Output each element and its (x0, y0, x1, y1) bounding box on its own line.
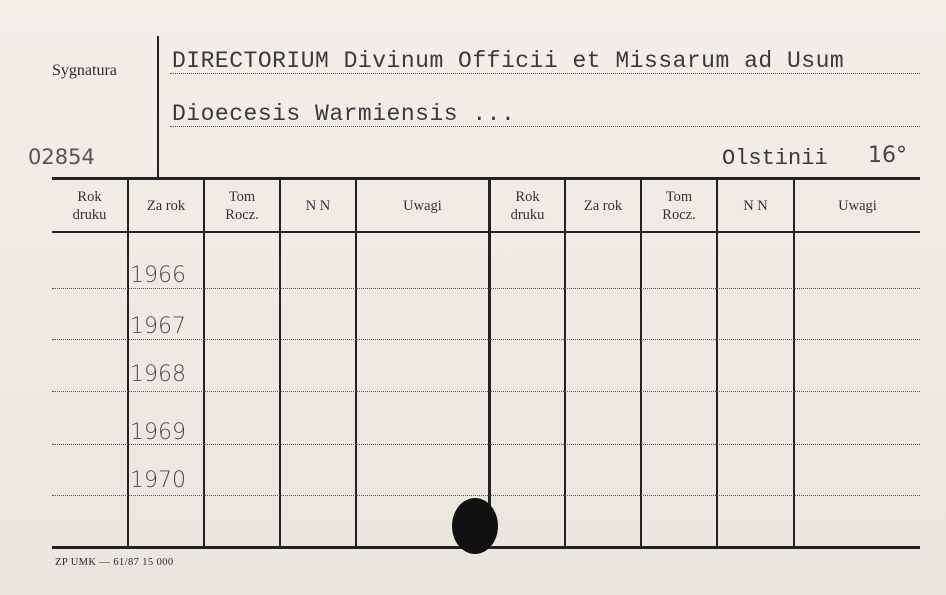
format-size: 16° (868, 143, 907, 168)
column-divider (793, 180, 795, 547)
year-entry: 1970 (130, 468, 186, 493)
column-divider (279, 180, 281, 547)
row-rule (52, 391, 920, 392)
column-divider (716, 180, 718, 547)
header-uwagi: Uwagi (838, 198, 877, 214)
title-line-1: DIRECTORIUM Divinum Officii et Missarum ad Usum (172, 48, 845, 74)
header-bottom-rule (52, 231, 920, 233)
header-rok-druku (491, 188, 564, 224)
column-divider (127, 180, 129, 547)
header-nn: N N (305, 198, 331, 214)
column-divider (640, 180, 642, 547)
year-entry: 1969 (130, 420, 186, 445)
header-tom-rocz (205, 188, 279, 224)
place-of-publication: Olstinii (722, 146, 828, 171)
row-rule (52, 339, 920, 340)
header-text: druku (72, 207, 107, 223)
header-text: Rocz. (662, 207, 696, 223)
table-top-rule (52, 177, 920, 180)
year-entry: 1967 (130, 314, 186, 339)
signature-label: Sygnatura (52, 62, 117, 79)
header-za-rok: Za rok (583, 198, 623, 214)
row-rule (52, 288, 920, 289)
header-nn: N N (743, 198, 768, 214)
header-rok-druku (52, 188, 127, 224)
header-text: Rok (77, 189, 102, 205)
column-divider (203, 180, 205, 547)
header-za-rok: Za rok (146, 198, 186, 214)
column-divider (564, 180, 566, 547)
year-entry: 1966 (130, 263, 186, 288)
header-text: Tom (228, 189, 256, 205)
header-text: Tom (665, 189, 693, 205)
header-uwagi: Uwagi (403, 198, 442, 214)
header-text: druku (510, 207, 545, 223)
column-divider (488, 180, 491, 547)
header-text: Rok (515, 189, 540, 205)
call-number: 02854 (28, 145, 95, 169)
dotted-rule (170, 73, 920, 74)
dotted-rule (170, 126, 920, 127)
column-divider (355, 180, 357, 547)
row-rule (52, 495, 920, 496)
signature-divider (157, 36, 159, 178)
year-entry: 1968 (130, 362, 186, 387)
title-line-2: Dioecesis Warmiensis ... (172, 101, 516, 127)
header-tom-rocz (642, 188, 716, 224)
header-text: Rocz. (225, 207, 259, 223)
punched-hole (452, 498, 498, 554)
print-code: ZP UMK — 61/87 15 000 (55, 557, 174, 568)
